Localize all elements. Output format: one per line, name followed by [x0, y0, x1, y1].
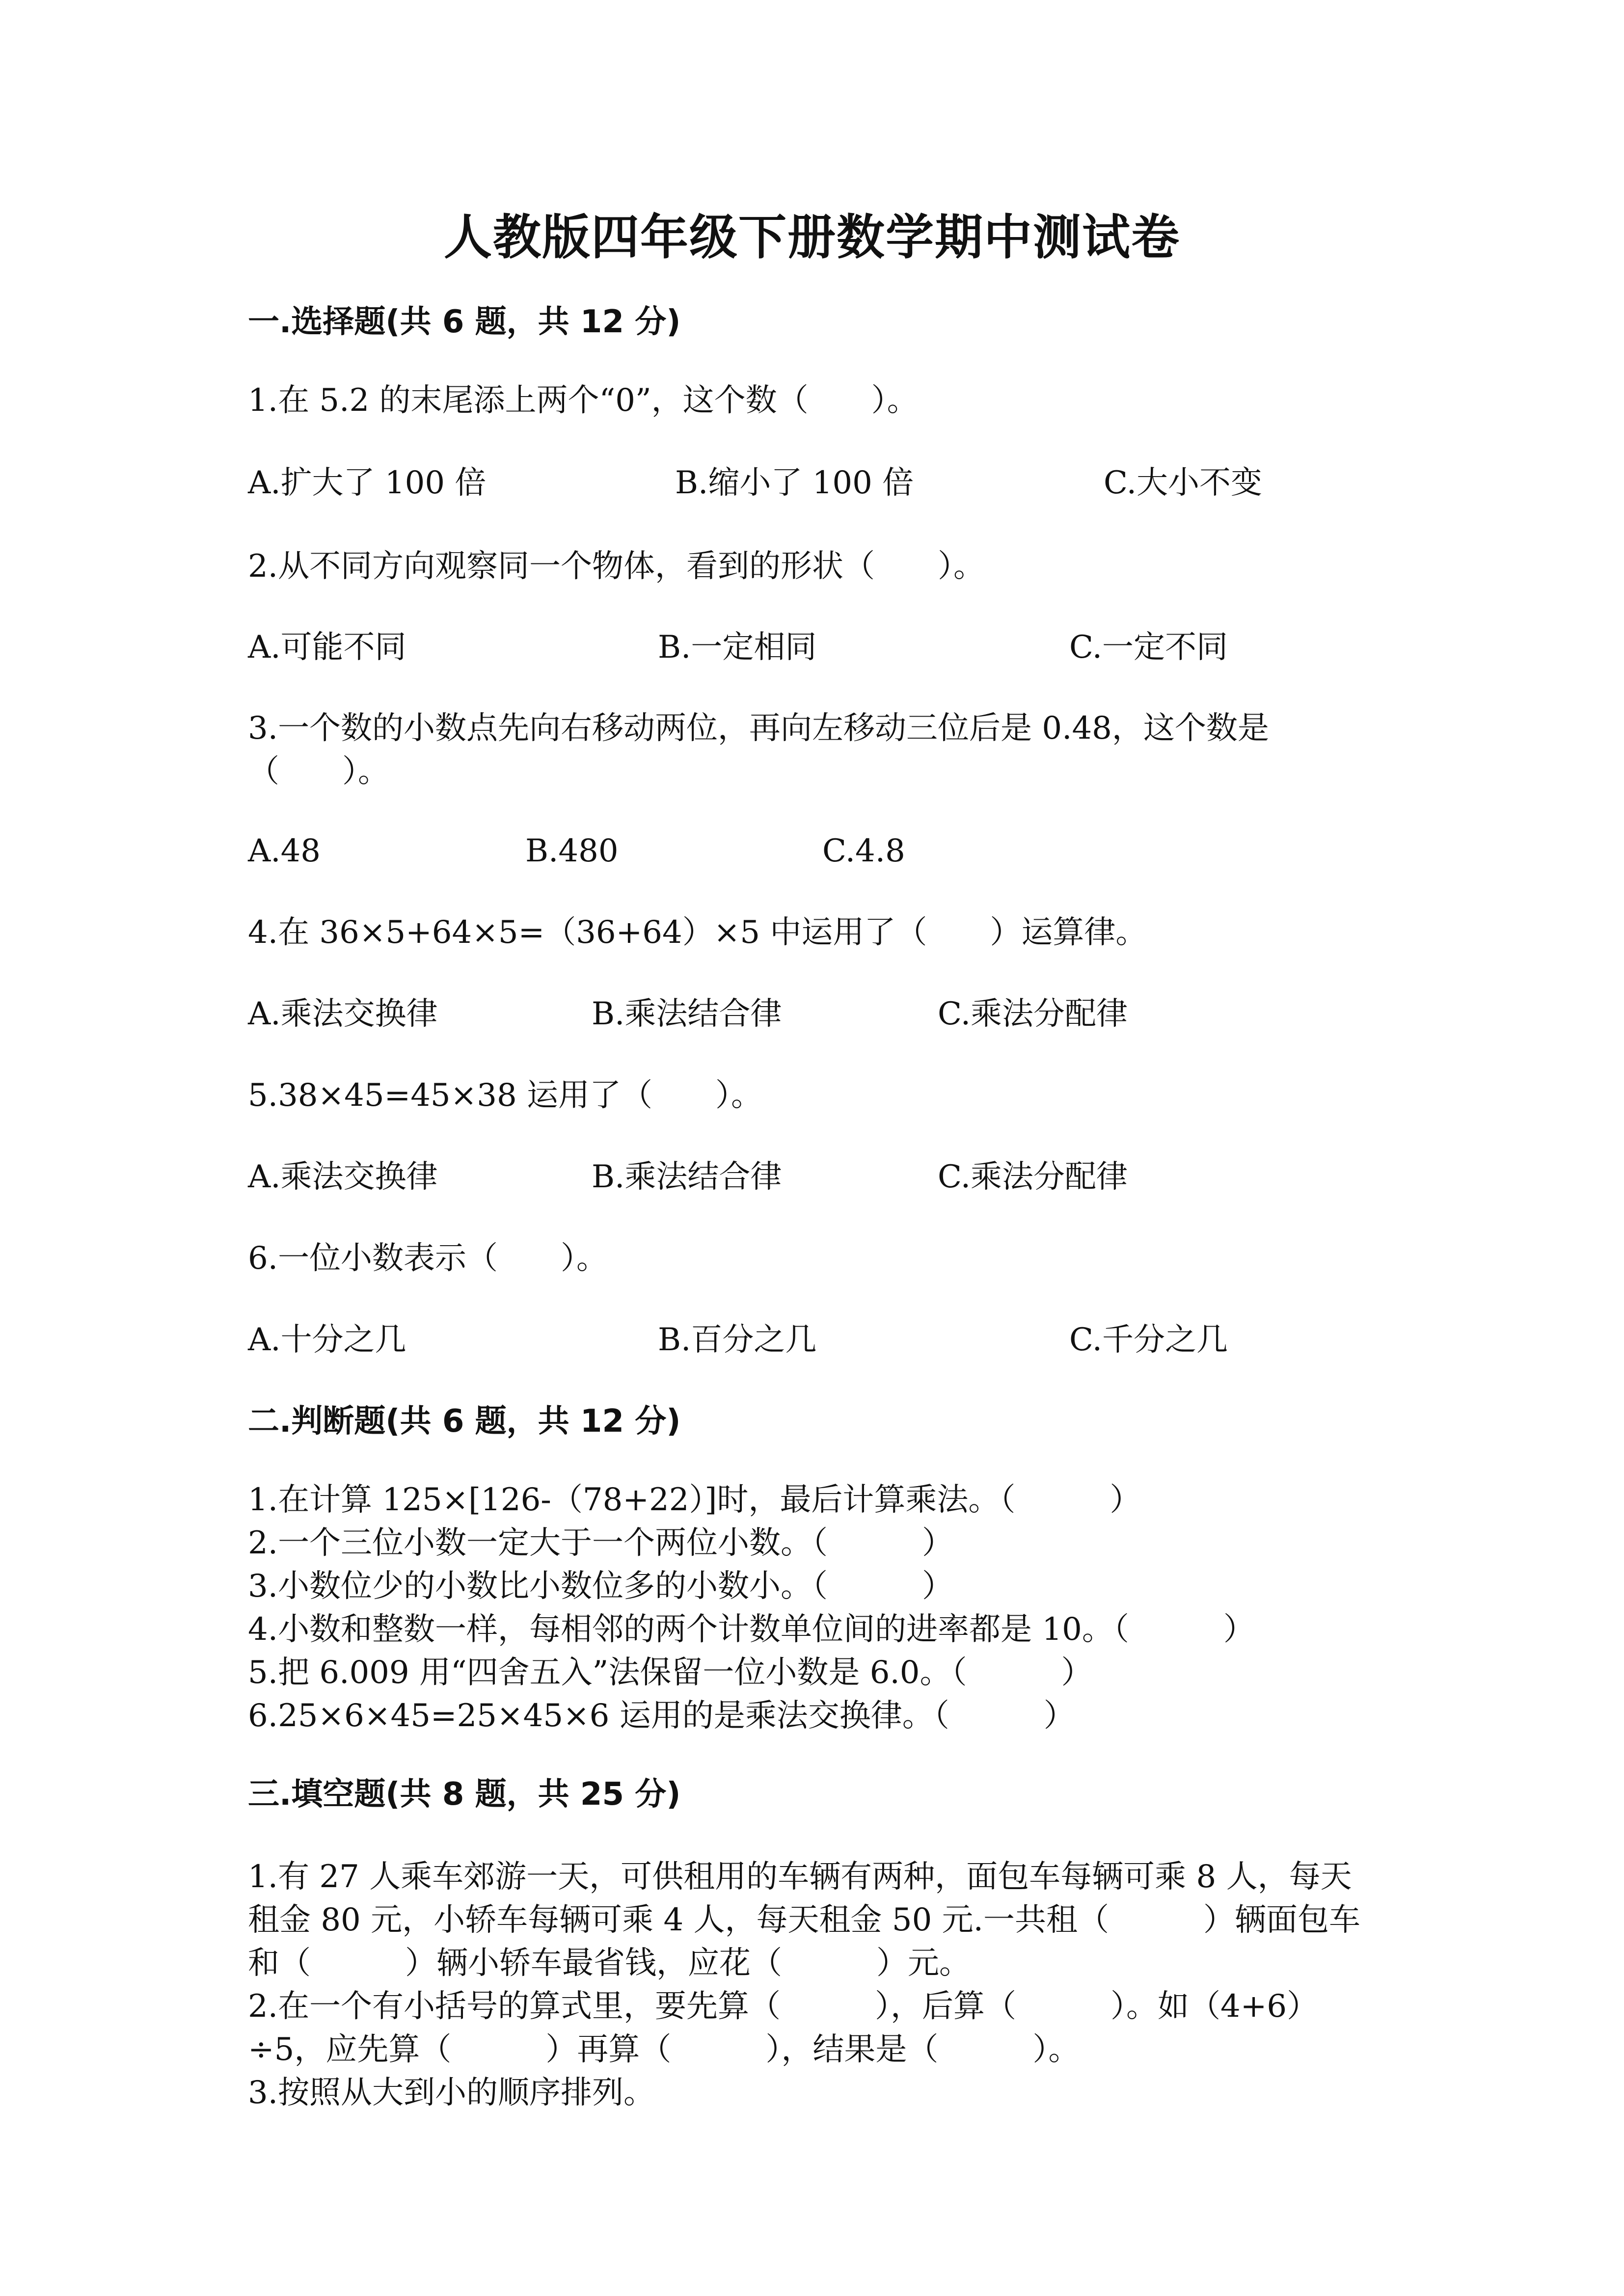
option-b: B.乘法结合律 [592, 996, 782, 1032]
question-stem: 6.一位小数表示（ ）。 [248, 1240, 608, 1277]
judge-item: 1.在计算 125×[126-（78+22）]时，最后计算乘法。（ ） [248, 1482, 1141, 1518]
option-b: B.乘法结合律 [592, 1159, 782, 1195]
judge-item: 3.小数位少的小数比小数位多的小数小。（ ） [248, 1568, 954, 1604]
fill-line: 3.按照从大到小的顺序排列。 [248, 2075, 655, 2111]
option-c: C.4.8 [822, 833, 905, 869]
fill-line: 2.在一个有小括号的算式里，要先算（ ），后算（ ）。如（4+6） [248, 1988, 1319, 2025]
fill-line: ÷5，应先算（ ）再算（ ），结果是（ ）。 [248, 2031, 1080, 2068]
question-stem: 1.在 5.2 的末尾添上两个“0”，这个数（ ）。 [248, 382, 919, 419]
option-c: C.乘法分配律 [938, 996, 1128, 1032]
fill-line: 1.有 27 人乘车郊游一天，可供租用的车辆有两种，面包车每辆可乘 8 人，每天 [248, 1859, 1352, 1895]
section-heading-judge: 二.判断题(共 6 题，共 12 分) [248, 1403, 681, 1440]
judge-item: 6.25×6×45=25×45×6 运用的是乘法交换律。（ ） [248, 1698, 1075, 1734]
option-b: B.一定相同 [658, 629, 817, 666]
judge-item: 4.小数和整数一样，每相邻的两个计数单位间的进率都是 10。（ ） [248, 1611, 1255, 1648]
section-heading-fill: 三.填空题(共 8 题，共 25 分) [248, 1776, 681, 1813]
option-c: C.乘法分配律 [938, 1159, 1128, 1195]
fill-line: 和（ ）辆小轿车最省钱，应花（ ）元。 [248, 1945, 971, 1981]
question-stem: 2.从不同方向观察同一个物体，看到的形状（ ）。 [248, 548, 985, 585]
question-stem: 3.一个数的小数点先向右移动两位，再向左移动三位后是 0.48，这个数是 [248, 710, 1269, 747]
option-a: A.可能不同 [248, 629, 406, 666]
option-a: A.48 [248, 833, 321, 869]
fill-line: 租金 80 元，小轿车每辆可乘 4 人，每天租金 50 元.一共租（ ）辆面包车 [248, 1902, 1360, 1938]
question-stem: 4.在 36×5+64×5=（36+64）×5 中运用了（ ）运算律。 [248, 914, 1147, 951]
page-title: 人教版四年级下册数学期中测试卷 [443, 209, 1180, 266]
question-stem: 5.38×45=45×38 运用了（ ）。 [248, 1077, 763, 1114]
option-b: B.百分之几 [658, 1322, 817, 1358]
option-c: C.一定不同 [1069, 629, 1228, 666]
option-b: B.缩小了 100 倍 [675, 465, 914, 501]
option-a: A.乘法交换律 [248, 996, 438, 1032]
option-a: A.乘法交换律 [248, 1159, 438, 1195]
judge-item: 2.一个三位小数一定大于一个两位小数。（ ） [248, 1525, 954, 1561]
option-c: C.大小不变 [1104, 465, 1263, 501]
option-b: B.480 [525, 833, 619, 869]
option-c: C.千分之几 [1069, 1322, 1228, 1358]
judge-item: 5.把 6.009 用“四舍五入”法保留一位小数是 6.0。（ ） [248, 1655, 1093, 1691]
section-heading-choice: 一.选择题(共 6 题，共 12 分) [248, 304, 681, 340]
question-stem-continued: （ ）。 [248, 753, 389, 790]
option-a: A.扩大了 100 倍 [248, 465, 487, 501]
option-a: A.十分之几 [248, 1322, 406, 1358]
